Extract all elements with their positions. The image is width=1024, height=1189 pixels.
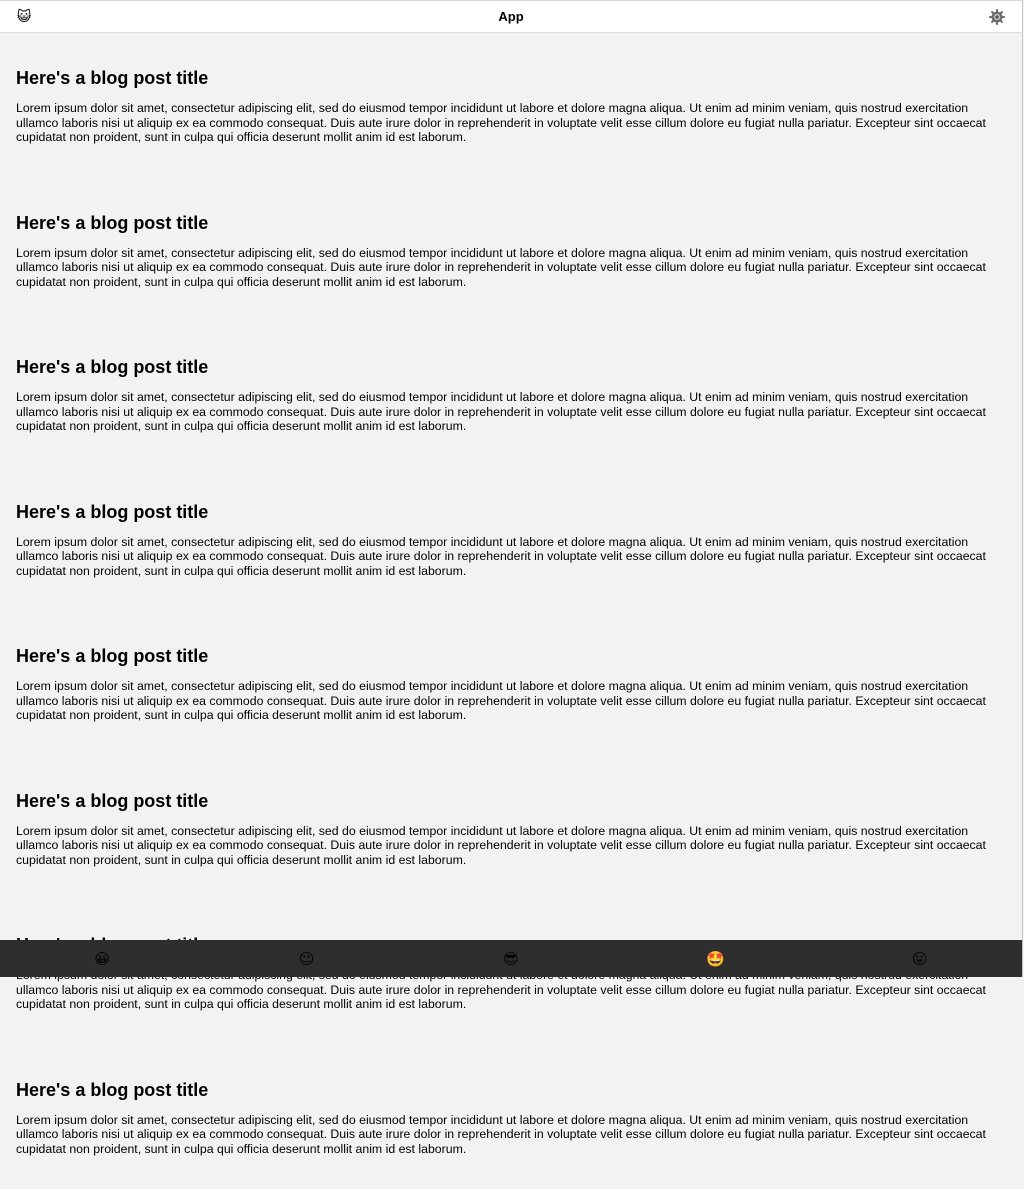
blog-post-body: Lorem ipsum dolor sit amet, consectetur adipiscing elit, sed do eiusmod tempor incididunt ut labore et dolore magna aliqua. Ut enim ad minim veniam, quis nostrud exercitation ullamco laboris nisi ut aliquip ex ea commodo consequat. Duis aute irure dolor in reprehenderit in voluptate velit esse cillum dolore eu fugiat nulla pariatur. Excepteur sint occaecat cupidatat non proident, sunt in culpa qui officia deserunt mollit anim id est laborum. bbox=[16, 101, 1006, 145]
blog-post-body: Lorem ipsum dolor sit amet, consectetur adipiscing elit, sed do eiusmod tempor incididunt ut labore et dolore magna aliqua. Ut enim ad minim veniam, quis nostrud exercitation ullamco laboris nisi ut aliquip ex ea commodo consequat. Duis aute irure dolor in reprehenderit in voluptate velit esse cillum dolore eu fugiat nulla pariatur. Excepteur sint occaecat cupidatat non proident, sunt in culpa qui officia deserunt mollit anim id est laborum. bbox=[16, 390, 1006, 434]
app-title: App bbox=[0, 9, 1022, 25]
blog-post-title: Here's a blog post title bbox=[16, 1079, 1006, 1101]
blog-post-title: Here's a blog post title bbox=[16, 645, 1006, 667]
tab-grinning[interactable] bbox=[82, 940, 122, 977]
sunglasses-face-icon: 😎 bbox=[503, 950, 519, 968]
tab-sunglasses[interactable] bbox=[491, 940, 531, 977]
blog-post-title: Here's a blog post title bbox=[16, 790, 1006, 812]
bottom-tab-bar bbox=[0, 940, 1022, 977]
blog-post-body: Lorem ipsum dolor sit amet, consectetur adipiscing elit, sed do eiusmod tempor incididunt ut labore et dolore magna aliqua. Ut enim ad minim veniam, quis nostrud exercitation ullamco laboris nisi ut aliquip ex ea commodo consequat. Duis aute irure dolor in reprehenderit in voluptate velit esse cillum dolore eu fugiat nulla pariatur. Excepteur sint occaecat cupidatat non proident, sunt in culpa qui officia deserunt mollit anim id est laborum. bbox=[16, 824, 1006, 868]
star-struck-face-icon: 🤩 bbox=[706, 950, 725, 968]
tab-winking[interactable] bbox=[287, 940, 327, 977]
blog-post bbox=[16, 756, 1006, 901]
blog-post-title: Here's a blog post title bbox=[16, 67, 1006, 89]
blog-post-body: Lorem ipsum dolor sit amet, consectetur adipiscing elit, sed do eiusmod tempor incididunt ut labore et dolore magna aliqua. Ut enim ad minim veniam, quis nostrud exercitation ullamco laboris nisi ut aliquip ex ea commodo consequat. Duis aute irure dolor in reprehenderit in voluptate velit esse cillum dolore eu fugiat nulla pariatur. Excepteur sint occaecat cupidatat non proident, sunt in culpa qui officia deserunt mollit anim id est laborum. bbox=[16, 535, 1006, 579]
top-bar bbox=[0, 0, 1022, 33]
grinning-face-icon: 😀 bbox=[94, 950, 110, 968]
blog-post-body: Lorem ipsum dolor sit amet, consectetur adipiscing elit, sed do eiusmod tempor incididunt ut labore et dolore magna aliqua. Ut enim ad minim veniam, quis nostrud exercitation ullamco laboris nisi ut aliquip ex ea commodo consequat. Duis aute irure dolor in reprehenderit in voluptate velit esse cillum dolore eu fugiat nulla pariatur. Excepteur sint occaecat cupidatat non proident, sunt in culpa qui officia deserunt mollit anim id est laborum. bbox=[16, 679, 1006, 723]
blog-post bbox=[16, 467, 1006, 612]
blog-post bbox=[16, 611, 1006, 756]
blog-post bbox=[16, 33, 1006, 178]
cat-face-icon[interactable]: 😺 bbox=[16, 8, 32, 24]
blog-post bbox=[16, 322, 1006, 467]
blog-post-list bbox=[0, 33, 1022, 940]
gear-icon[interactable] bbox=[988, 8, 1006, 26]
tab-star-struck[interactable] bbox=[695, 940, 735, 977]
blog-post bbox=[16, 1045, 1006, 1189]
blog-post-title: Here's a blog post title bbox=[16, 212, 1006, 234]
blog-post-title: Here's a blog post title bbox=[16, 356, 1006, 378]
blog-post-title: Here's a blog post title bbox=[16, 501, 1006, 523]
blog-post-body: ullamco laboris nisi ut aliquip ex ea commodo consequat. Duis aute irure dolor in reprehenderit in voluptate velit esse cillum dolore eu fugiat nulla pariatur. Excepteur sint occaecat cupidatat non proident, sunt in culpa qui officia deserunt mollit anim id est laborum. bbox=[16, 968, 1006, 1012]
tongue-out-face-icon: 😛 bbox=[912, 950, 928, 968]
blog-post-body: Lorem ipsum dolor sit amet, consectetur adipiscing elit, sed do eiusmod tempor incididunt ut labore et dolore magna aliqua. Ut enim ad minim veniam, quis nostrud exercitation ullamco laboris nisi ut aliquip ex ea commodo consequat. Duis aute irure dolor in reprehenderit in voluptate velit esse cillum dolore eu fugiat nulla pariatur. Excepteur sint occaecat cupidatat non proident, sunt in culpa qui officia deserunt mollit anim id est laborum. bbox=[16, 1113, 1006, 1157]
winking-face-icon: 😉 bbox=[299, 950, 315, 968]
blog-post-body: Lorem ipsum dolor sit amet, consectetur adipiscing elit, sed do eiusmod tempor incididunt ut labore et dolore magna aliqua. Ut enim ad minim veniam, quis nostrud exercitation ullamco laboris nisi ut aliquip ex ea commodo consequat. Duis aute irure dolor in reprehenderit in voluptate velit esse cillum dolore eu fugiat nulla pariatur. Excepteur sint occaecat cupidatat non proident, sunt in culpa qui officia deserunt mollit anim id est laborum. bbox=[16, 246, 1006, 290]
blog-post bbox=[16, 178, 1006, 323]
tab-tongue-out[interactable] bbox=[900, 940, 940, 977]
